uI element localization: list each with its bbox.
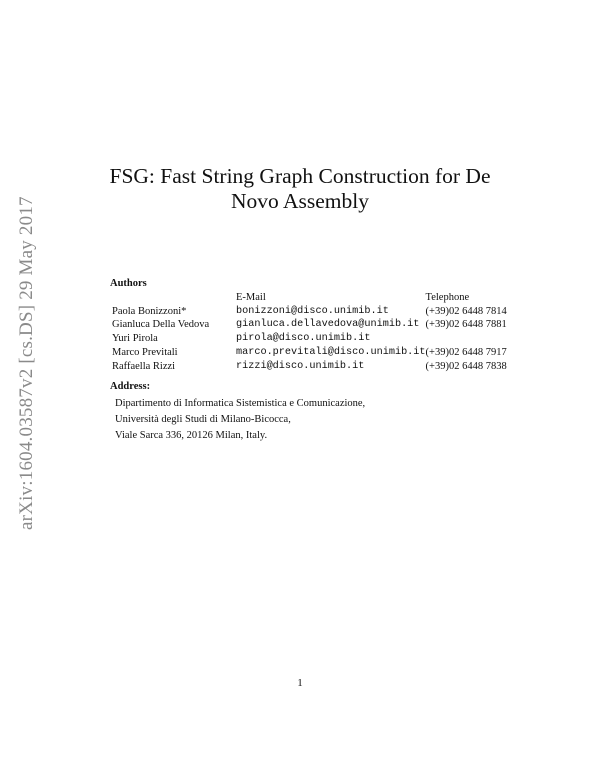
author-name: Paola Bonizzoni* xyxy=(112,305,187,317)
paper-title-line-1: FSG: Fast String Graph Construction for De xyxy=(109,164,491,188)
author-email: pirola@disco.unimib.it xyxy=(236,333,371,345)
address-line: Università degli Studi di Milano-Bicocca, xyxy=(115,414,291,425)
authors-table xyxy=(112,291,526,373)
arxiv-stamp-text: arXiv:1604.03587v2 [cs.DS] 29 May 2017 xyxy=(16,196,37,530)
name-column-header xyxy=(112,291,236,305)
author-phone: (+39)02 6448 7814 xyxy=(425,305,507,317)
author-row xyxy=(112,332,526,346)
authors-table-header xyxy=(112,291,526,305)
author-name: Gianluca Della Vedova xyxy=(112,319,210,331)
email-column-header: E-Mail xyxy=(236,292,266,303)
arxiv-stamp xyxy=(16,180,46,530)
author-phone: (+39)02 6448 7917 xyxy=(425,346,507,358)
author-row xyxy=(112,305,526,319)
author-email: gianluca.dellavedova@unimib.it xyxy=(236,319,420,331)
address-block xyxy=(115,396,365,444)
author-row xyxy=(112,346,526,360)
telephone-column-header: Telephone xyxy=(425,292,470,303)
author-row xyxy=(112,318,526,332)
author-phone: (+39)02 6448 7838 xyxy=(425,360,507,372)
address-line: Dipartimento di Informatica Sistemistica e Comunicazione, xyxy=(115,398,366,409)
author-name: Marco Previtali xyxy=(112,346,178,358)
author-email: bonizzoni@disco.unimib.it xyxy=(236,305,389,317)
address-line: Viale Sarca 336, 20126 Milan, Italy. xyxy=(115,430,268,441)
author-phone: (+39)02 6448 7881 xyxy=(425,319,507,331)
author-row xyxy=(112,360,526,374)
author-name: Raffaella Rizzi xyxy=(112,360,176,372)
paper-title-line-2: Novo Assembly xyxy=(231,189,369,213)
author-email: rizzi@disco.unimib.it xyxy=(236,360,365,372)
author-email: marco.previtali@disco.unimib.it xyxy=(236,346,426,358)
author-name: Yuri Pirola xyxy=(112,333,158,345)
paper-title xyxy=(100,164,500,214)
author-phone xyxy=(426,332,526,346)
page-number: 1 xyxy=(297,677,303,689)
address-heading: Address: xyxy=(110,381,151,392)
authors-heading: Authors xyxy=(110,278,147,289)
